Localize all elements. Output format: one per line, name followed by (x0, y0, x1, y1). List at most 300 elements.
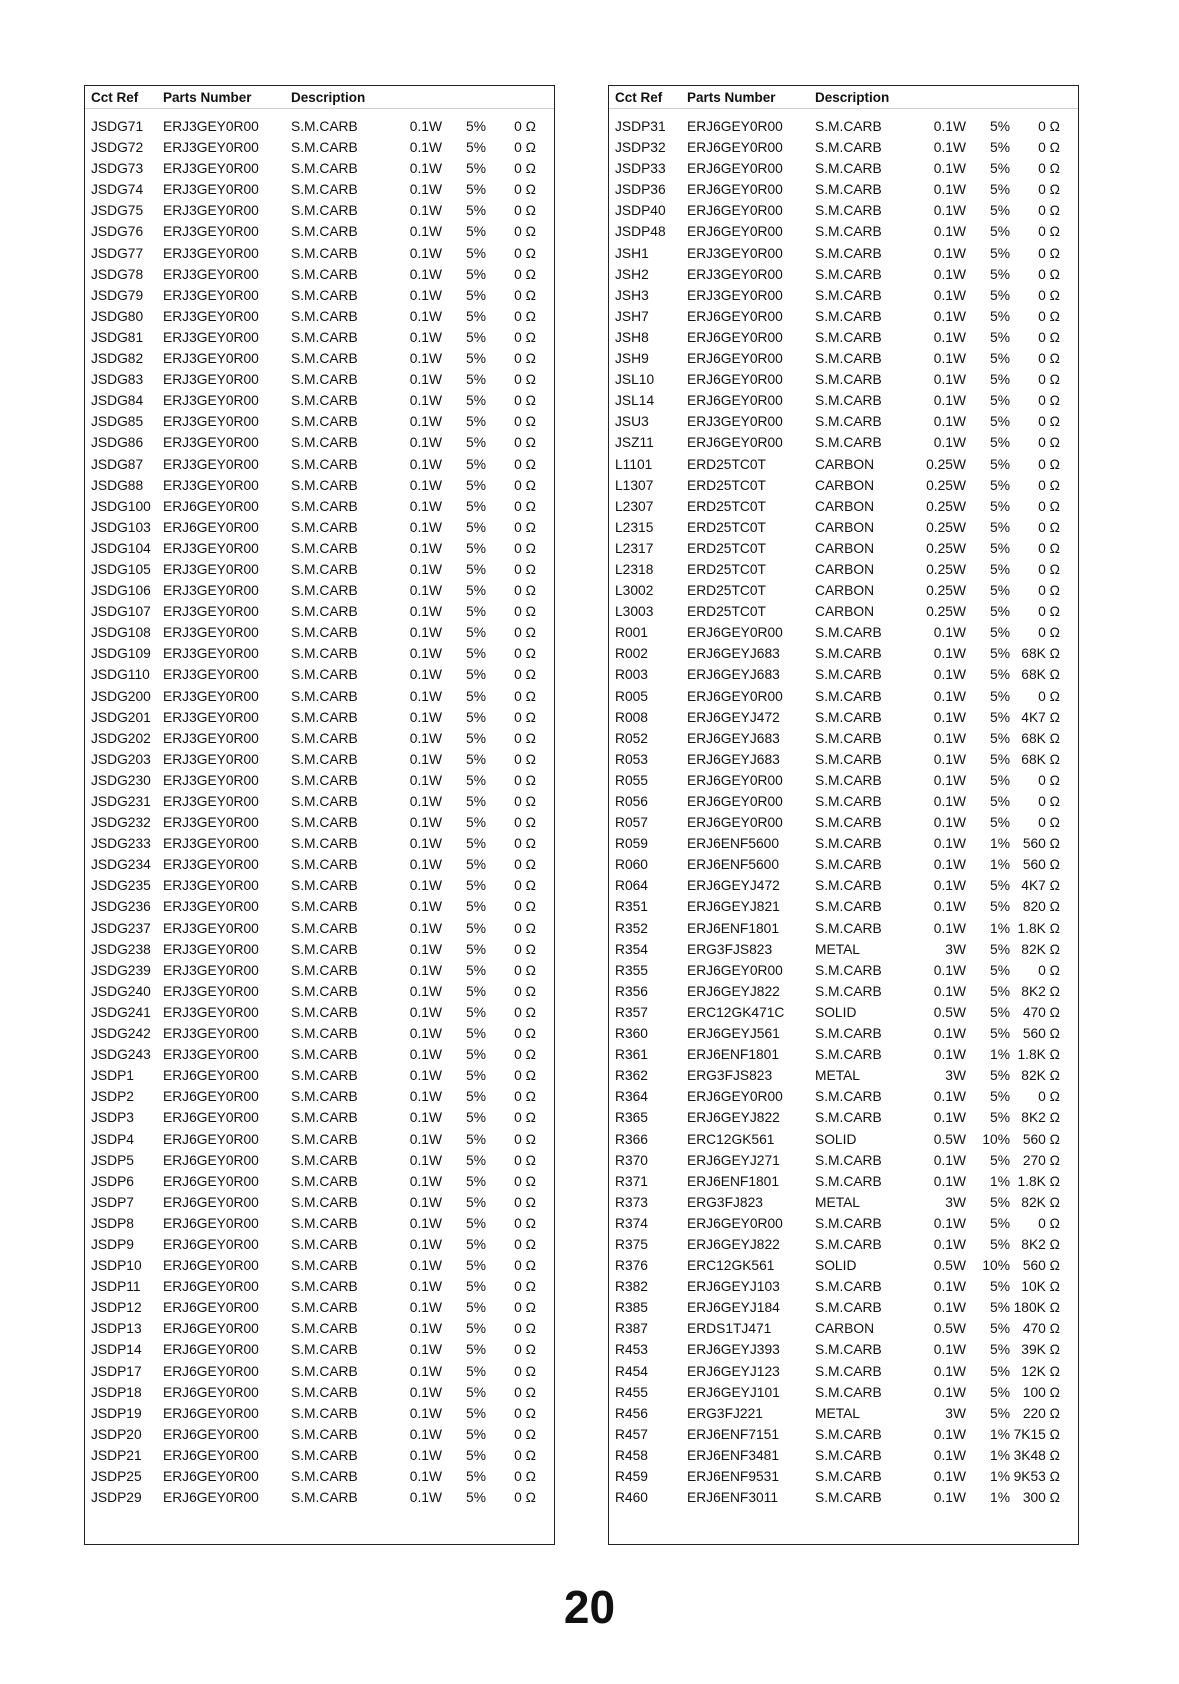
parts-number-cell: ERJ6GEYJ821 (687, 899, 780, 915)
tolerance-cell: 5% (466, 794, 486, 809)
description-cell: S.M.CARB (291, 1300, 358, 1316)
parts-number-cell: ERC12GK561 (687, 1131, 775, 1147)
value-cell: 0 Ω (514, 1047, 536, 1063)
table-row (609, 664, 1078, 685)
cct-ref-cell: JSDG86 (91, 435, 144, 451)
value-cell: 0 Ω (514, 161, 536, 177)
parts-number-cell: ERJ3GEY0R00 (163, 688, 259, 704)
parts-number-cell: ERJ3GEY0R00 (163, 393, 259, 409)
parts-number-cell: ERJ6GEY0R00 (687, 625, 783, 641)
description-cell: CARBON (815, 540, 875, 556)
value-cell: 0 Ω (514, 836, 536, 852)
description-cell: S.M.CARB (815, 1490, 882, 1506)
value-cell: 0 Ω (1038, 815, 1060, 831)
table-row (609, 1403, 1078, 1424)
description-cell: CARBON (815, 498, 875, 514)
wattage-cell: 0.1W (933, 1173, 966, 1189)
parts-number-cell: ERJ6ENF9531 (687, 1469, 780, 1484)
tolerance-cell: 5% (990, 625, 1010, 641)
wattage-cell: 0.5W (933, 1321, 966, 1337)
wattage-cell: 0.1W (933, 646, 966, 662)
tolerance-cell: 5% (990, 751, 1010, 767)
table-row (85, 348, 554, 369)
description-cell: S.M.CARB (815, 836, 882, 852)
tolerance-cell: 5% (466, 1384, 486, 1400)
description-cell: S.M.CARB (291, 372, 358, 388)
value-cell: 1.8K Ω (1017, 920, 1060, 936)
table-row (85, 770, 554, 791)
parts-number-cell: ERJ6GEYJ822 (687, 983, 780, 999)
tolerance-cell: 1% (990, 836, 1010, 852)
tolerance-cell: 5% (466, 1173, 486, 1189)
value-cell: 0 Ω (514, 962, 536, 978)
parts-number-cell: ERJ3GEY0R00 (163, 772, 259, 788)
wattage-cell: 0.1W (933, 1236, 966, 1252)
value-cell: 0 Ω (1038, 519, 1060, 535)
description-cell: S.M.CARB (291, 435, 358, 451)
description-cell: S.M.CARB (291, 1110, 358, 1126)
table-row (609, 1044, 1078, 1065)
cct-ref-cell: R458 (615, 1447, 648, 1463)
value-cell: 0 Ω (514, 667, 536, 683)
description-cell: S.M.CARB (291, 1321, 358, 1337)
parts-number-cell: ERJ6GEY0R00 (687, 815, 783, 831)
table-row (609, 496, 1078, 517)
parts-number-cell: ERJ3GEY0R00 (163, 119, 259, 134)
tolerance-cell: 5% (466, 498, 486, 514)
tolerance-cell: 5% (990, 878, 1010, 894)
description-cell: S.M.CARB (815, 245, 882, 261)
cct-ref-cell: R003 (615, 667, 648, 683)
cct-ref-cell: JSDP14 (91, 1342, 142, 1358)
description-cell: CARBON (815, 561, 875, 577)
tolerance-cell: 5% (466, 414, 486, 430)
cct-ref-cell: JSDP3 (91, 1110, 134, 1126)
value-cell: 0 Ω (514, 498, 536, 514)
table-row (85, 264, 554, 285)
parts-number-cell: ERJ6GEY0R00 (163, 1173, 259, 1189)
value-cell: 560 Ω (1022, 1131, 1060, 1147)
description-cell: S.M.CARB (291, 1363, 358, 1379)
tolerance-cell: 5% (466, 1447, 486, 1463)
parts-number-cell: ERJ6GEYJ472 (687, 878, 780, 894)
table-row (609, 221, 1078, 242)
parts-number-cell: ERJ6GEY0R00 (163, 1426, 259, 1442)
tolerance-cell: 5% (990, 161, 1010, 177)
parts-number-cell: ERJ6GEY0R00 (687, 962, 783, 978)
wattage-cell: 0.5W (933, 1131, 966, 1147)
cct-ref-cell: L2315 (615, 519, 654, 535)
parts-number-cell: ERJ6GEY0R00 (687, 329, 783, 345)
description-cell: S.M.CARB (815, 1026, 882, 1042)
wattage-cell: 0.1W (409, 1194, 442, 1210)
cct-ref-cell: R064 (615, 878, 648, 894)
value-cell: 0 Ω (514, 1068, 536, 1084)
parts-number-cell: ERJ3GEY0R00 (163, 962, 259, 978)
table-row (85, 1213, 554, 1234)
value-cell: 0 Ω (514, 583, 536, 599)
value-cell: 68K Ω (1021, 730, 1060, 746)
value-cell: 0 Ω (514, 625, 536, 641)
cct-ref-cell: JSDG109 (91, 646, 151, 662)
parts-number-cell: ERJ3GEY0R00 (163, 477, 259, 493)
parts-number-cell: ERJ6GEY0R00 (687, 203, 783, 219)
value-cell: 0 Ω (1038, 372, 1060, 388)
parts-number-cell: ERJ3GEY0R00 (687, 266, 783, 282)
table-row (609, 1339, 1078, 1360)
wattage-cell: 0.1W (409, 688, 442, 704)
cct-ref-cell: R357 (615, 1004, 648, 1020)
cct-ref-cell: R376 (615, 1258, 648, 1274)
value-cell: 0 Ω (514, 1110, 536, 1126)
parts-number-cell: ERJ3GEY0R00 (163, 435, 259, 451)
tolerance-cell: 5% (466, 1405, 486, 1421)
table-row (85, 1403, 554, 1424)
tolerance-cell: 5% (466, 983, 486, 999)
wattage-cell: 0.1W (933, 119, 966, 134)
cct-ref-cell: JSDG104 (91, 540, 151, 556)
description-cell: S.M.CARB (291, 730, 358, 746)
tolerance-cell: 1% (990, 1047, 1010, 1063)
wattage-cell: 0.1W (933, 224, 966, 240)
cct-ref-cell: JSDP5 (91, 1152, 134, 1168)
wattage-cell: 0.1W (933, 1447, 966, 1463)
tolerance-cell: 5% (466, 646, 486, 662)
cct-ref-cell: R355 (615, 962, 648, 978)
cct-ref-cell: JSDG74 (91, 182, 144, 198)
tolerance-cell: 5% (466, 435, 486, 451)
description-cell: S.M.CARB (291, 899, 358, 915)
table-row (85, 1487, 554, 1508)
value-cell: 0 Ω (1038, 119, 1060, 134)
cct-ref-cell: R364 (615, 1089, 648, 1105)
tolerance-cell: 5% (990, 540, 1010, 556)
cct-ref-cell: R053 (615, 751, 648, 767)
wattage-cell: 0.1W (933, 245, 966, 261)
table-row (85, 791, 554, 812)
value-cell: 0 Ω (514, 1026, 536, 1042)
description-cell: S.M.CARB (291, 161, 358, 177)
tolerance-cell: 5% (990, 182, 1010, 198)
cct-ref-cell: R002 (615, 646, 648, 662)
tolerance-cell: 5% (990, 1279, 1010, 1295)
parts-number-cell: ERJ3GEY0R00 (163, 372, 259, 388)
table-row (85, 622, 554, 643)
cct-ref-cell: JSDG106 (91, 583, 151, 599)
tolerance-cell: 5% (990, 1321, 1010, 1337)
tolerance-cell: 5% (466, 1215, 486, 1231)
tolerance-cell: 5% (466, 1490, 486, 1506)
wattage-cell: 3W (945, 941, 966, 957)
parts-number-cell: ERJ6GEY0R00 (163, 1342, 259, 1358)
tolerance-cell: 5% (990, 561, 1010, 577)
description-cell: S.M.CARB (815, 329, 882, 345)
description-cell: S.M.CARB (291, 646, 358, 662)
cct-ref-cell: R052 (615, 730, 648, 746)
tolerance-cell: 5% (990, 646, 1010, 662)
tolerance-cell: 5% (466, 477, 486, 493)
value-cell: 0 Ω (1038, 182, 1060, 198)
tolerance-cell: 5% (990, 435, 1010, 451)
parts-number-cell: ERJ6GEY0R00 (163, 519, 259, 535)
description-cell: METAL (815, 941, 860, 957)
value-cell: 0 Ω (1038, 351, 1060, 367)
table-row (85, 707, 554, 728)
description-cell: S.M.CARB (291, 751, 358, 767)
cct-ref-cell: L3003 (615, 604, 654, 620)
cct-ref-cell: R362 (615, 1068, 648, 1084)
parts-number-cell: ERJ3GEY0R00 (163, 140, 259, 156)
cct-ref-cell: JSDG85 (91, 414, 144, 430)
value-cell: 0 Ω (1038, 414, 1060, 430)
wattage-cell: 0.1W (409, 1321, 442, 1337)
table-row (85, 1065, 554, 1086)
parts-number-cell: ERJ6GEY0R00 (163, 1447, 259, 1463)
parts-number-cell: ERJ6GEY0R00 (687, 688, 783, 704)
wattage-cell: 0.25W (926, 456, 966, 472)
parts-number-cell: ERJ6GEY0R00 (687, 308, 783, 324)
cct-ref-cell: JSDG72 (91, 140, 144, 156)
table-row (609, 580, 1078, 601)
cct-ref-cell: R352 (615, 920, 648, 936)
wattage-cell: 0.1W (409, 794, 442, 809)
parts-number-cell: ERJ3GEY0R00 (163, 857, 259, 873)
table-row (609, 833, 1078, 854)
table-row (85, 1129, 554, 1150)
cct-ref-cell: R375 (615, 1236, 648, 1252)
wattage-cell: 0.25W (926, 561, 966, 577)
description-cell: S.M.CARB (815, 414, 882, 430)
table-row (609, 517, 1078, 538)
parts-number-cell: ERD25TC0T (687, 540, 766, 556)
value-cell: 0 Ω (1038, 604, 1060, 620)
cct-ref-cell: JSU3 (615, 414, 649, 430)
wattage-cell: 0.1W (933, 730, 966, 746)
tolerance-cell: 5% (990, 329, 1010, 345)
tolerance-cell: 5% (466, 329, 486, 345)
parts-number-cell: ERJ6GEY0R00 (163, 1384, 259, 1400)
cct-ref-cell: JSDG88 (91, 477, 144, 493)
value-cell: 0 Ω (514, 456, 536, 472)
tolerance-cell: 5% (990, 1152, 1010, 1168)
tolerance-cell: 5% (990, 414, 1010, 430)
table-row (85, 1192, 554, 1213)
parts-number-cell: ERJ3GEY0R00 (163, 1004, 259, 1020)
value-cell: 0 Ω (514, 1490, 536, 1506)
tolerance-cell: 5% (990, 1236, 1010, 1252)
wattage-cell: 0.1W (409, 1342, 442, 1358)
value-cell: 82K Ω (1021, 941, 1060, 957)
value-cell: 7K15 Ω (1013, 1426, 1060, 1442)
wattage-cell: 0.1W (409, 1469, 442, 1484)
description-cell: CARBON (815, 604, 875, 620)
table-row (609, 601, 1078, 622)
wattage-cell: 0.1W (933, 1469, 966, 1484)
parts-number-cell: ERJ3GEY0R00 (163, 583, 259, 599)
parts-number-cell: ERJ3GEY0R00 (163, 182, 259, 198)
value-cell: 0 Ω (514, 1469, 536, 1484)
tolerance-cell: 5% (466, 1152, 486, 1168)
wattage-cell: 0.1W (409, 1089, 442, 1105)
parts-number-cell: ERD25TC0T (687, 498, 766, 514)
cct-ref-cell: JSDG81 (91, 329, 144, 345)
cct-ref-cell: R366 (615, 1131, 648, 1147)
table-row (609, 1255, 1078, 1276)
value-cell: 0 Ω (514, 1384, 536, 1400)
cct-ref-cell: R354 (615, 941, 648, 957)
cct-ref-cell: JSDG230 (91, 772, 151, 788)
description-cell: S.M.CARB (291, 941, 358, 957)
cct-ref-cell: R365 (615, 1110, 648, 1126)
description-cell: S.M.CARB (291, 519, 358, 535)
table-row (609, 432, 1078, 453)
wattage-cell: 0.1W (409, 119, 442, 134)
wattage-cell: 0.1W (933, 625, 966, 641)
tolerance-cell: 5% (466, 920, 486, 936)
value-cell: 0 Ω (514, 519, 536, 535)
wattage-cell: 0.1W (933, 1426, 966, 1442)
table-row (85, 1361, 554, 1382)
table-row (609, 559, 1078, 580)
tolerance-cell: 5% (466, 1279, 486, 1295)
cct-ref-cell: R008 (615, 709, 648, 725)
cct-ref-cell: JSDG242 (91, 1026, 151, 1042)
description-cell: S.M.CARB (291, 1490, 358, 1506)
wattage-cell: 0.1W (409, 583, 442, 599)
description-cell: S.M.CARB (291, 1194, 358, 1210)
table-row (609, 1424, 1078, 1445)
table-row (609, 1297, 1078, 1318)
cct-ref-cell: JSDP25 (91, 1469, 142, 1484)
value-cell: 0 Ω (514, 540, 536, 556)
value-cell: 10K Ω (1021, 1279, 1060, 1295)
table-row (609, 791, 1078, 812)
table-row (85, 1276, 554, 1297)
table-row (609, 327, 1078, 348)
wattage-cell: 0.1W (409, 161, 442, 177)
table-row (85, 1318, 554, 1339)
cct-ref-cell: JSDP20 (91, 1426, 142, 1442)
tolerance-cell: 5% (466, 1426, 486, 1442)
wattage-cell: 0.1W (409, 1258, 442, 1274)
wattage-cell: 0.1W (409, 519, 442, 535)
description-cell: S.M.CARB (291, 1342, 358, 1358)
value-cell: 220 Ω (1022, 1405, 1060, 1421)
value-cell: 0 Ω (514, 1089, 536, 1105)
value-cell: 0 Ω (514, 393, 536, 409)
table-row (609, 264, 1078, 285)
cct-ref-cell: JSH2 (615, 266, 649, 282)
description-cell: S.M.CARB (291, 456, 358, 472)
parts-number-cell: ERJ3GEY0R00 (163, 709, 259, 725)
parts-number-cell: ERG3FJ221 (687, 1405, 763, 1421)
cct-ref-cell: JSDP12 (91, 1300, 142, 1316)
description-cell: S.M.CARB (815, 161, 882, 177)
description-cell: S.M.CARB (291, 878, 358, 894)
tolerance-cell: 5% (466, 1004, 486, 1020)
wattage-cell: 3W (945, 1068, 966, 1084)
table-row (85, 327, 554, 348)
table-row (609, 1276, 1078, 1297)
parts-number-cell: ERJ6ENF1801 (687, 920, 780, 936)
description-cell: SOLID (815, 1004, 857, 1020)
cct-ref-cell: JSDP1 (91, 1068, 134, 1084)
value-cell: 0 Ω (514, 751, 536, 767)
parts-number-cell: ERJ6GEY0R00 (687, 372, 783, 388)
table-row (609, 875, 1078, 896)
parts-number-cell: ERJ3GEY0R00 (163, 561, 259, 577)
table-row (85, 1382, 554, 1403)
wattage-cell: 0.25W (926, 477, 966, 493)
wattage-cell: 0.1W (409, 203, 442, 219)
description-cell: S.M.CARB (291, 794, 358, 809)
description-cell: S.M.CARB (291, 583, 358, 599)
wattage-cell: 0.1W (409, 540, 442, 556)
tolerance-cell: 5% (466, 709, 486, 725)
parts-number-cell: ERJ6GEY0R00 (163, 1089, 259, 1105)
wattage-cell: 0.1W (409, 414, 442, 430)
wattage-cell: 0.1W (409, 1300, 442, 1316)
parts-number-cell: ERJ3GEY0R00 (163, 794, 259, 809)
cct-ref-cell: JSDG200 (91, 688, 151, 704)
value-cell: 0 Ω (514, 119, 536, 134)
value-cell: 0 Ω (514, 1152, 536, 1168)
table-row (85, 306, 554, 327)
table-row (609, 285, 1078, 306)
description-cell: S.M.CARB (291, 414, 358, 430)
wattage-cell: 0.1W (933, 899, 966, 915)
table-row (609, 981, 1078, 1002)
wattage-cell: 0.5W (933, 1258, 966, 1274)
parts-number-cell: ERJ6ENF3481 (687, 1447, 780, 1463)
parts-number-cell: ERJ6GEY0R00 (163, 1110, 259, 1126)
table-row (609, 1318, 1078, 1339)
tolerance-cell: 5% (466, 1194, 486, 1210)
wattage-cell: 0.1W (933, 1490, 966, 1506)
description-cell: S.M.CARB (815, 1215, 882, 1231)
tolerance-cell: 5% (990, 245, 1010, 261)
table-row (85, 1466, 554, 1487)
value-cell: 300 Ω (1022, 1490, 1060, 1506)
value-cell: 0 Ω (1038, 625, 1060, 641)
value-cell: 0 Ω (1038, 583, 1060, 599)
table-row (609, 918, 1078, 939)
tolerance-cell: 5% (990, 224, 1010, 240)
table-row (85, 1171, 554, 1192)
table-row (609, 1002, 1078, 1023)
table-row (609, 390, 1078, 411)
value-cell: 68K Ω (1021, 751, 1060, 767)
table-row (609, 770, 1078, 791)
parts-number-cell: ERJ6GEY0R00 (163, 1321, 259, 1337)
value-cell: 0 Ω (514, 224, 536, 240)
table-row (609, 1487, 1078, 1508)
value-cell: 0 Ω (1038, 456, 1060, 472)
description-cell: S.M.CARB (291, 625, 358, 641)
table-row (609, 369, 1078, 390)
parts-number-cell: ERJ6GEYJ123 (687, 1363, 780, 1379)
value-cell: 0 Ω (514, 287, 536, 303)
parts-number-cell: ERJ6ENF5600 (687, 857, 780, 873)
wattage-cell: 0.1W (933, 308, 966, 324)
wattage-cell: 0.1W (933, 161, 966, 177)
cct-ref-cell: R387 (615, 1321, 648, 1337)
cct-ref-cell: JSDG105 (91, 561, 151, 577)
wattage-cell: 0.1W (409, 1236, 442, 1252)
description-cell: S.M.CARB (291, 393, 358, 409)
cct-ref-cell: R454 (615, 1363, 648, 1379)
table-row (609, 116, 1078, 137)
